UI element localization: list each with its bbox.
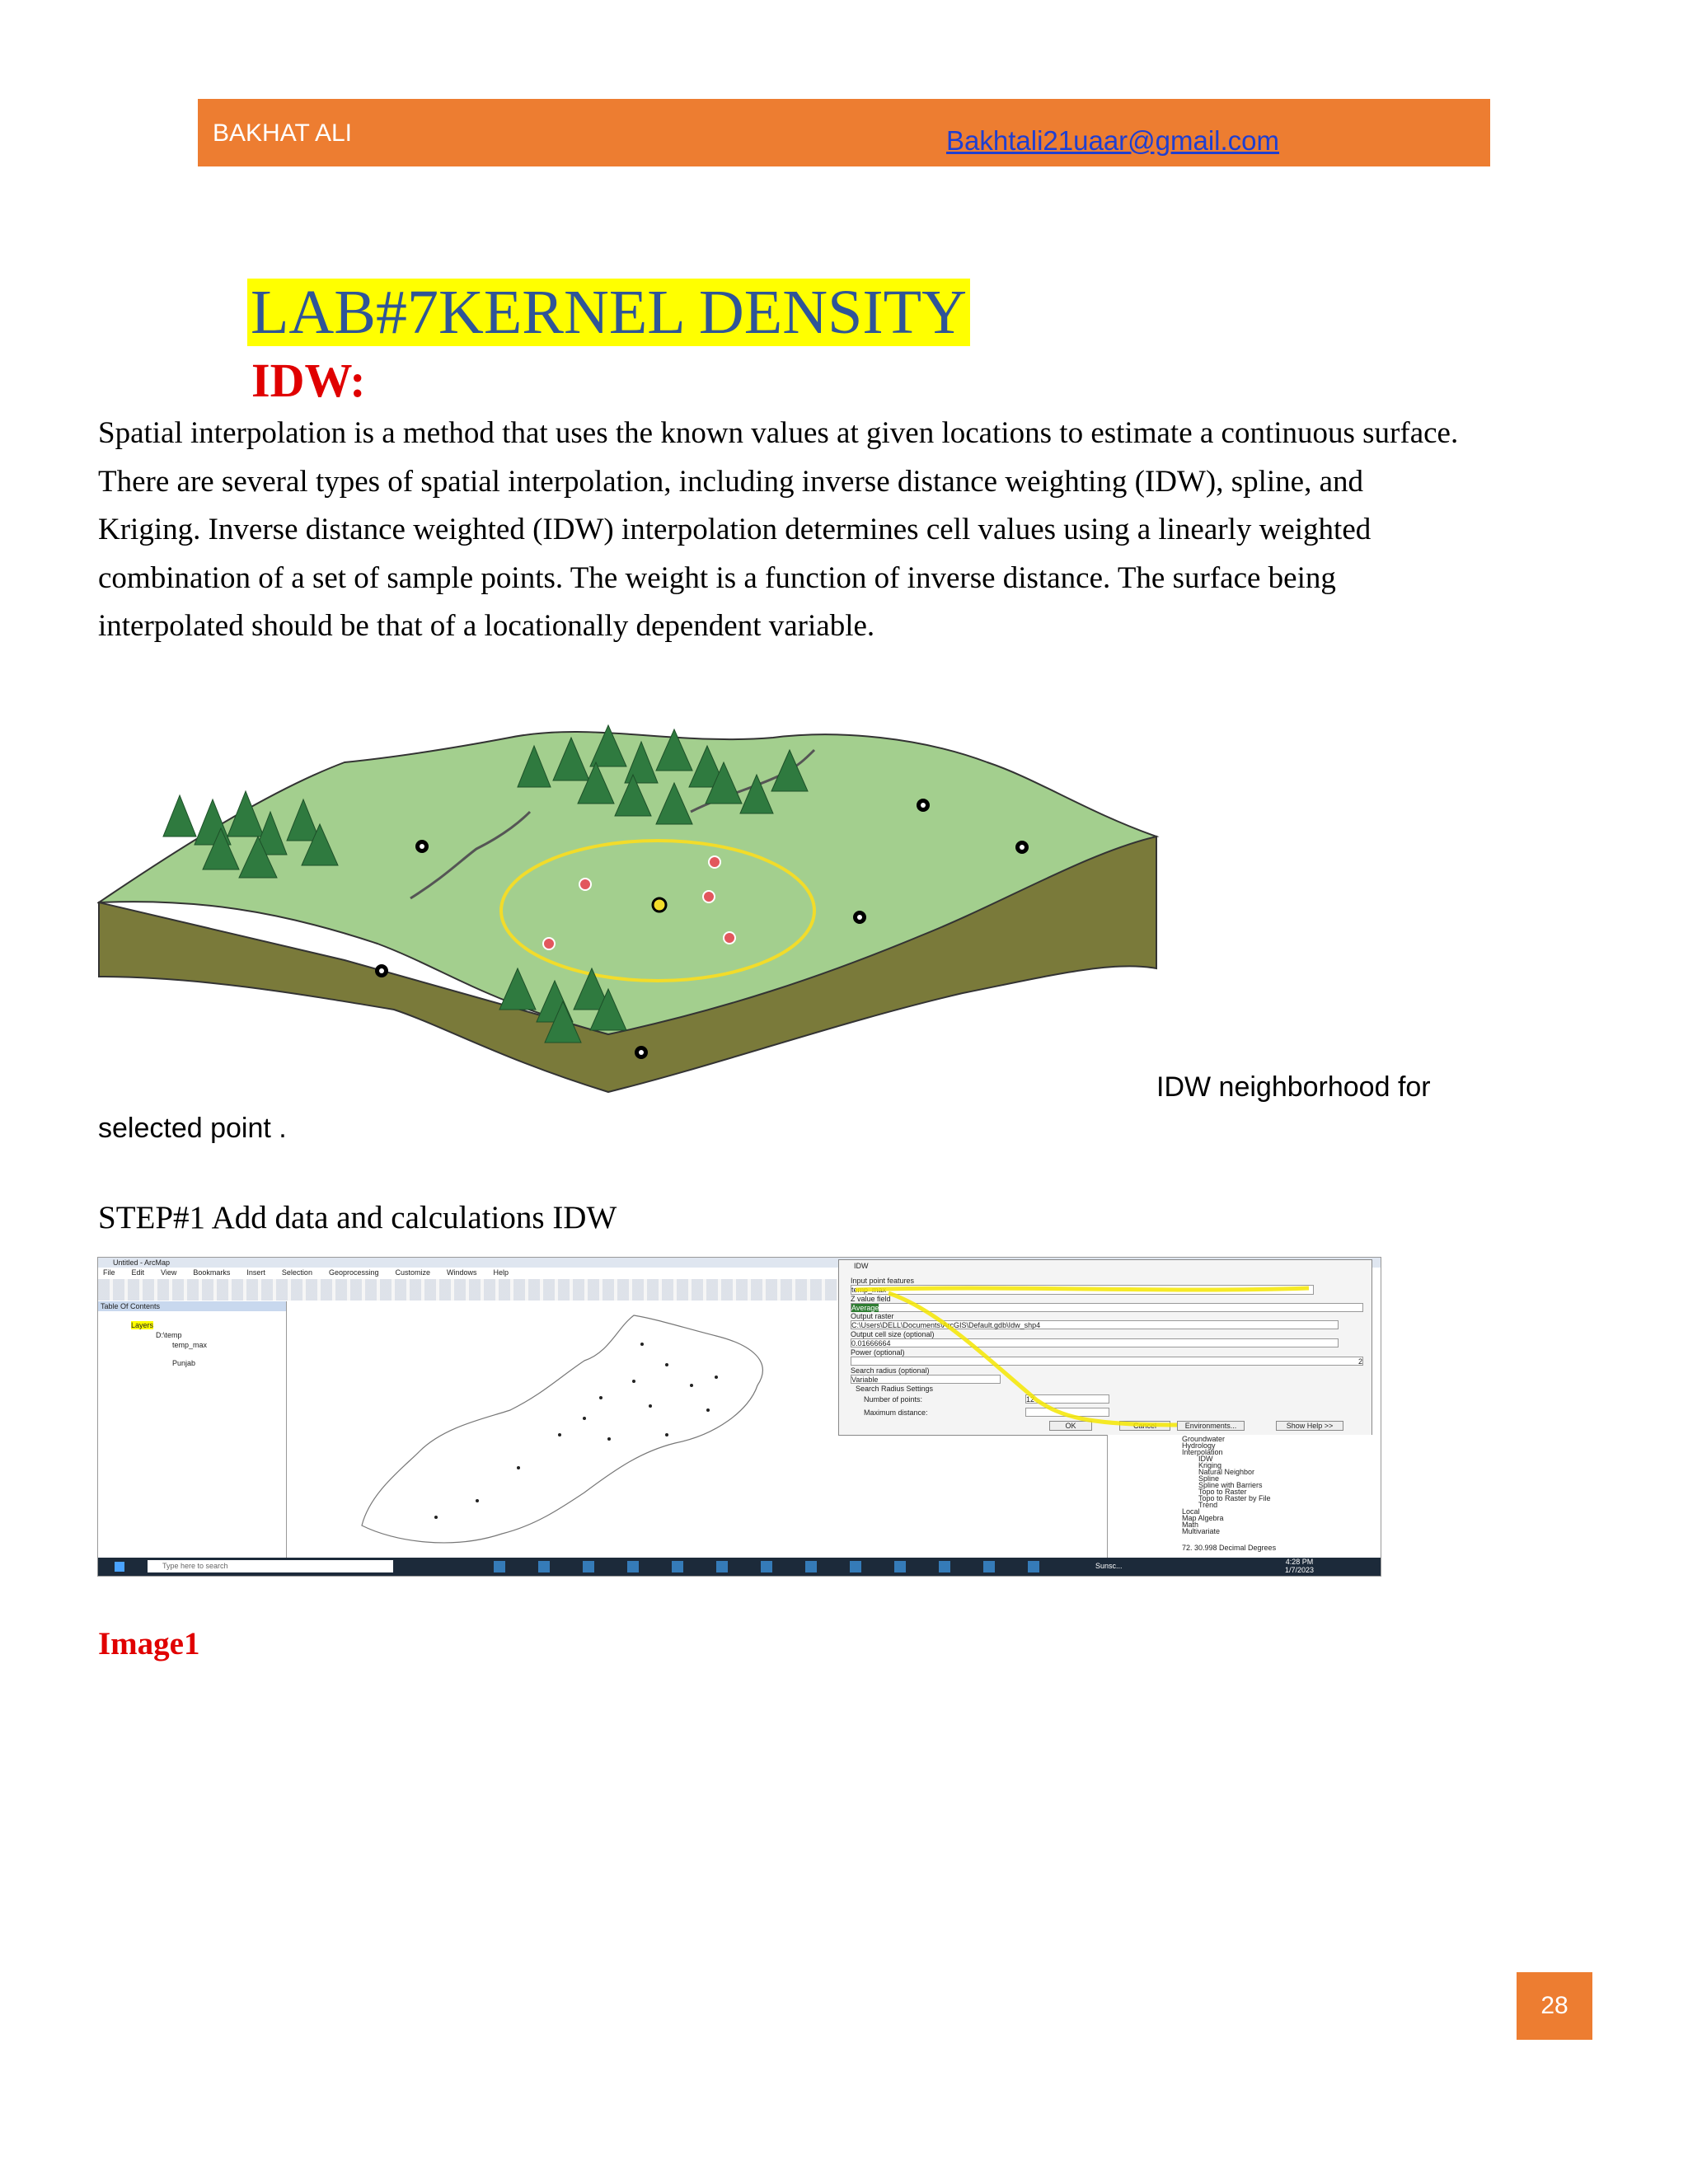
taskbar-weather[interactable]: Sunsc... [1095,1562,1123,1570]
intro-paragraph: Spatial interpolation is a method that uses the known values at given locations to estimate a continuous surface. There are several types of spatial interpolation, including inverse distance weighting (IDW), spline, and Kriging. Inverse distance weighted (IDW) interpolation determines cell values using a linearly weighted combination of a set of sample points. The weight is a function of inverse distance. The surface being interpolated should be that of a locationally dependent variable. [98,416,1459,643]
table-of-contents-panel [98,1301,287,1563]
page-number: 28 [1517,1972,1592,2040]
arcmap-menu-bar [103,1268,509,1278]
output-raster-field[interactable]: C:\Users\DELL\Documents\ArcGIS\Default.gdb\Idw_shp4 [851,1320,1339,1329]
taskbar-app-icons[interactable] [494,1561,1071,1572]
windows-start-icon[interactable] [115,1562,124,1572]
figure-caption-right: IDW neighborhood for [1156,1071,1431,1103]
figure-caption-left: selected point . [98,1113,287,1144]
clock-time: 4:28 PM [1285,1558,1314,1566]
input-point-features-label: Input point features [851,1277,915,1285]
idw-terrain-illustration [97,713,1160,1100]
lab-title: LAB#7KERNEL DENSITY [247,279,970,346]
taskbar-search-box[interactable]: Type here to search [148,1560,393,1572]
step-1-heading: STEP#1 Add data and calculations IDW [98,1200,617,1235]
menu-customize[interactable]: Customize [395,1268,431,1277]
menu-windows[interactable]: Windows [447,1268,477,1277]
toolbox-topo-to-raster[interactable]: Topo to Raster [1198,1488,1247,1496]
author-name: BAKHAT ALI [213,120,352,147]
status-coordinates: 72. 30.998 Decimal Degrees [1182,1544,1277,1552]
search-radius-label: Search radius (optional) [851,1366,930,1375]
arcmap-window-title: Untitled - ArcMap [113,1258,171,1267]
environments-button[interactable]: Environments... [1177,1421,1245,1431]
toc-layer-punjab[interactable]: Punjab [172,1359,196,1367]
toolbox-kriging[interactable]: Kriging [1198,1461,1222,1469]
toc-layer-temp-max[interactable]: temp_max [172,1341,208,1349]
header-bar [198,99,1490,166]
max-distance-label: Maximum distance: [864,1408,928,1417]
author-email-link[interactable]: Bakhtali21uaar@gmail.com [946,125,1280,156]
power-field[interactable]: 2 [851,1357,1363,1366]
menu-file[interactable]: File [103,1268,115,1277]
toolbox-natural-neighbor[interactable]: Natural Neighbor [1198,1468,1255,1476]
toc-title: Table Of Contents [98,1301,286,1311]
yellow-annotation-arrows [839,1260,1372,1435]
show-help-button[interactable]: Show Help >> [1276,1421,1343,1431]
menu-geoprocessing[interactable]: Geoprocessing [328,1268,379,1277]
cancel-button[interactable]: Cancel [1119,1421,1170,1431]
power-label: Power (optional) [851,1348,905,1357]
zvalue-field-select[interactable]: Average [851,1303,1363,1312]
ok-button[interactable]: OK [1049,1421,1092,1431]
clock-date: 1/7/2023 [1285,1566,1315,1574]
toolbox-multivariate[interactable]: Multivariate [1182,1527,1221,1535]
search-settings-label: Search Radius Settings [856,1385,934,1393]
toolbox-hydrology[interactable]: Hydrology [1182,1441,1216,1450]
idw-dialog [838,1259,1372,1436]
arcmap-screenshot [97,1257,1381,1577]
idw-dialog-title: IDW [854,1262,869,1270]
search-radius-select[interactable]: Variable [851,1375,1001,1384]
menu-edit[interactable]: Edit [131,1268,145,1277]
cell-size-label: Output cell size (optional) [851,1330,935,1338]
num-points-field[interactable]: 12 [1025,1394,1109,1404]
arcmap-toolbars[interactable] [98,1279,947,1301]
toolbox-topo-to-raster-file[interactable]: Topo to Raster by File [1198,1494,1271,1502]
toolbox-spline-barriers[interactable]: Spline with Barriers [1198,1481,1263,1489]
toolbox-idw[interactable]: IDW [1198,1455,1213,1463]
toc-layers[interactable]: Layers [131,1321,154,1329]
image-label: Image1 [98,1626,200,1661]
arctoolbox-panel [1107,1435,1380,1563]
toolbox-trend[interactable]: Trend [1198,1501,1218,1509]
zvalue-field-label: Z value field [851,1295,891,1303]
toolbox-groundwater[interactable]: Groundwater [1182,1435,1226,1443]
menu-view[interactable]: View [161,1268,177,1277]
toolbox-math[interactable]: Math [1182,1521,1199,1529]
cell-size-field[interactable]: 0.01666664 [851,1338,1339,1347]
menu-bookmarks[interactable]: Bookmarks [193,1268,231,1277]
toolbox-local[interactable]: Local [1182,1507,1200,1516]
toolbox-interpolation[interactable]: Interpolation [1182,1448,1223,1456]
menu-help[interactable]: Help [493,1268,509,1277]
toolbox-map-algebra[interactable]: Map Algebra [1182,1514,1224,1522]
taskbar-clock[interactable] [1285,1558,1314,1574]
num-points-label: Number of points: [864,1395,923,1404]
toc-folder[interactable]: D:\temp [156,1331,182,1339]
input-point-features-field[interactable]: temp_max [851,1285,1314,1295]
windows-taskbar [98,1558,1381,1576]
section-heading: IDW: [251,354,366,407]
output-raster-label: Output raster [851,1312,894,1320]
menu-selection[interactable]: Selection [281,1268,312,1277]
toolbox-spline[interactable]: Spline [1198,1474,1220,1483]
menu-insert[interactable]: Insert [246,1268,265,1277]
